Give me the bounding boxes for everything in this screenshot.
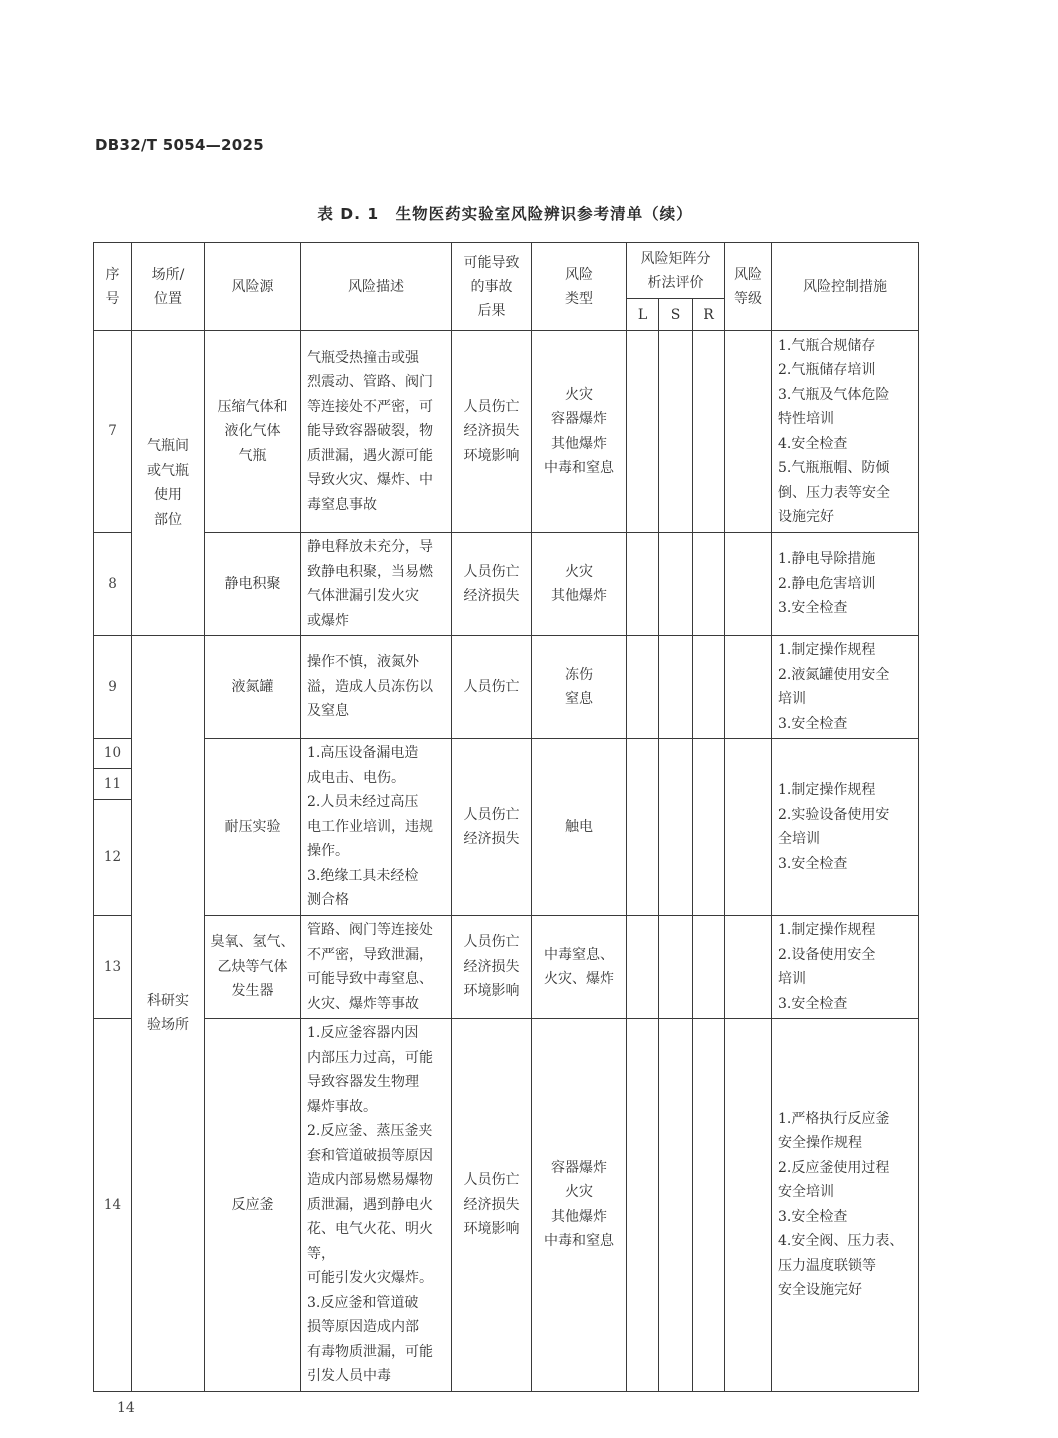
text-line: 4.安全阀、压力表、 <box>778 1233 904 1250</box>
l-value <box>627 916 659 1019</box>
text-line: 环境影响 <box>463 447 520 464</box>
text-line: 可能导致中毒窒息、 <box>307 971 433 987</box>
text-line: 1.制定操作规程 <box>778 642 876 658</box>
text-line: 5.气瓶瓶帽、防倾 <box>778 460 890 476</box>
text-line: 烈震动、管路、阀门 <box>307 374 433 391</box>
row-number: 13 <box>94 916 132 1019</box>
text-line: 其他爆炸 <box>551 588 607 604</box>
text-line: 3.绝缘工具未经检 <box>307 867 419 884</box>
text-line: 1.严格执行反应釜 <box>778 1110 890 1127</box>
text-line: 3.气瓶及气体危险 <box>778 386 890 403</box>
header-risk-description: 风险描述 <box>301 243 452 331</box>
text-line: 2.气瓶储存培训 <box>778 362 876 378</box>
text-line: 臭氧、氢气、 <box>210 934 295 951</box>
risk-source <box>205 533 301 636</box>
text-line: 科研实 <box>147 992 189 1009</box>
text-line: 火灾 <box>565 1184 593 1201</box>
r-value <box>693 739 725 916</box>
text-line: 2.人员未经过高压 <box>307 794 419 811</box>
table-title: 表 D. 1 生物医药实验室风险辨识参考清单（续） <box>317 205 693 223</box>
text-line: 套和管道破损等原因 <box>307 1147 433 1164</box>
text-line: 人员伤亡 <box>463 398 520 415</box>
row-number: 10 <box>94 739 132 769</box>
text-line: 全培训 <box>778 831 821 847</box>
r-value <box>693 916 725 1019</box>
header-risk-matrix <box>627 243 725 299</box>
text-line: 2.实验设备使用安 <box>778 806 890 823</box>
text-line: 及窒息 <box>307 703 349 720</box>
text-line: 静电积聚 <box>224 575 281 592</box>
text-line: 液氮罐 <box>231 678 274 695</box>
text-line: 安全培训 <box>778 1184 835 1201</box>
text-line: 经济损失 <box>463 423 520 440</box>
risk-type <box>532 1019 627 1392</box>
r-value <box>693 331 725 533</box>
row-number: 8 <box>94 533 132 636</box>
text-line: 导致火灾、爆炸、中 <box>307 472 433 489</box>
header-r: R <box>693 299 725 331</box>
text-line: 培训 <box>778 691 807 707</box>
s-value <box>659 916 693 1019</box>
header-risk-grade <box>725 243 772 331</box>
consequence <box>452 331 532 533</box>
header-seq <box>94 243 132 331</box>
text-line: 冻伤 <box>565 666 593 683</box>
text-line: 人员伤亡 <box>463 1172 520 1188</box>
text-line: 测合格 <box>307 892 349 909</box>
l-value <box>627 739 659 916</box>
header-location <box>132 243 205 331</box>
risk-grade <box>725 533 772 636</box>
s-value <box>659 1019 693 1392</box>
text-line: 号 <box>105 290 120 307</box>
text-line: 致静电积聚，当易燃 <box>307 563 433 580</box>
l-value <box>627 533 659 636</box>
text-line: 火灾 <box>565 563 593 580</box>
text-line: 安全设施完好 <box>778 1282 863 1299</box>
text-line: 1.制定操作规程 <box>778 782 876 798</box>
text-line: 风险矩阵分 <box>640 250 711 267</box>
text-line: 人员伤亡 <box>463 806 520 823</box>
text-line: 2.反应釜、蒸压釜夹 <box>307 1123 433 1139</box>
risk-source <box>205 739 301 916</box>
text-line: 2.反应釜使用过程 <box>778 1159 890 1176</box>
header-s: S <box>659 299 693 331</box>
text-line: 操作不慎，液氮外 <box>307 654 419 671</box>
text-line: 的事故 <box>470 278 513 295</box>
risk-grade <box>725 916 772 1019</box>
row-number: 14 <box>94 1019 132 1392</box>
text-line: 气体泄漏引发火灾 <box>307 588 419 604</box>
text-line: 可能导致 <box>463 254 520 271</box>
risk-source <box>205 636 301 739</box>
risk-grade <box>725 636 772 739</box>
text-line: 析法评价 <box>647 274 704 291</box>
text-line: 经济损失 <box>463 588 520 604</box>
risk-description <box>301 331 452 533</box>
consequence <box>452 533 532 636</box>
text-line: 部位 <box>154 511 182 528</box>
text-line: 等连接处不严密，可 <box>307 398 433 415</box>
text-line: 气瓶间 <box>147 438 189 454</box>
table-row <box>94 1019 919 1392</box>
text-line: 造成内部易燃易爆物 <box>307 1172 433 1188</box>
consequence <box>452 739 532 916</box>
text-line: 3.安全检查 <box>778 600 848 617</box>
text-line: 3.安全检查 <box>778 855 848 872</box>
text-line: 能导致容器破裂，物 <box>307 423 433 440</box>
l-value <box>627 636 659 739</box>
text-line: 验场所 <box>147 1017 189 1034</box>
text-line: 操作。 <box>307 843 349 860</box>
row-number: 12 <box>94 800 132 916</box>
text-line: 内部压力过高，可能 <box>307 1049 433 1066</box>
text-line: 风险 <box>734 266 763 283</box>
text-line: 电工作业培训，违规 <box>307 818 433 835</box>
text-line: 液化气体 <box>224 423 281 440</box>
table-row <box>94 636 919 739</box>
text-line: 特性培训 <box>778 411 835 427</box>
risk-type <box>532 533 627 636</box>
text-line: 毒窒息事故 <box>307 496 377 513</box>
text-line: 设施完好 <box>778 509 835 525</box>
risk-description <box>301 533 452 636</box>
risk-identification-table <box>93 242 919 1392</box>
risk-type <box>532 636 627 739</box>
text-line: 中毒和窒息 <box>544 1233 614 1250</box>
location-cell <box>132 331 205 636</box>
r-value <box>693 636 725 739</box>
text-line: 场所/ <box>151 266 185 283</box>
text-line: 火灾、爆炸等事故 <box>307 995 419 1012</box>
text-line: 花、电气火花、明火等， <box>307 1221 433 1262</box>
text-line: 窒息 <box>565 691 593 707</box>
l-value <box>627 331 659 533</box>
text-line: 气瓶受热撞击或强 <box>307 349 419 366</box>
text-line: 人员伤亡 <box>463 934 520 951</box>
text-line: 触电 <box>565 818 593 835</box>
text-line: 火灾 <box>565 386 593 403</box>
text-line: 3.安全检查 <box>778 715 848 732</box>
table-row <box>94 916 919 1019</box>
control-measures <box>772 1019 919 1392</box>
control-measures <box>772 739 919 916</box>
s-value <box>659 331 693 533</box>
risk-type <box>532 739 627 916</box>
text-line: 质泄漏，遇火源可能 <box>307 447 433 464</box>
header-risk-type <box>532 243 627 331</box>
text-line: 位置 <box>154 290 182 307</box>
text-line: 可能引发火灾爆炸。 <box>307 1270 433 1286</box>
text-line: 培训 <box>778 971 807 987</box>
table-row <box>94 533 919 636</box>
text-line: 经济损失 <box>463 831 520 847</box>
document-id: DB32/T 5054—2025 <box>95 136 264 154</box>
text-line: 有毒物质泄漏，可能 <box>307 1343 433 1360</box>
l-value <box>627 1019 659 1392</box>
text-line: 3.安全检查 <box>778 995 848 1012</box>
text-line: 损等原因造成内部 <box>307 1319 419 1335</box>
risk-type <box>532 331 627 533</box>
text-line: 后果 <box>477 302 506 319</box>
consequence <box>452 1019 532 1392</box>
text-line: 1.气瓶合规储存 <box>778 337 876 354</box>
text-line: 反应釜 <box>231 1196 274 1213</box>
text-line: 2.静电危害培训 <box>778 575 876 592</box>
risk-grade <box>725 1019 772 1392</box>
control-measures <box>772 916 919 1019</box>
header-control-measures: 风险控制措施 <box>772 243 919 331</box>
text-line: 2.液氮罐使用安全 <box>778 666 890 683</box>
text-line: 类型 <box>565 290 593 307</box>
text-line: 人员伤亡 <box>463 563 520 580</box>
text-line: 管路、阀门等连接处 <box>307 922 433 938</box>
r-value <box>693 1019 725 1392</box>
text-line: 溢，造成人员冻伤以 <box>307 678 433 695</box>
risk-description <box>301 739 452 916</box>
text-line: 3.安全检查 <box>778 1208 848 1225</box>
text-line: 环境影响 <box>463 983 520 1000</box>
text-line: 容器爆炸 <box>551 1159 607 1176</box>
text-line: 其他爆炸 <box>551 435 607 452</box>
text-line: 环境影响 <box>463 1221 520 1237</box>
text-line: 3.反应釜和管道破 <box>307 1294 419 1311</box>
text-line: 乙炔等气体 <box>217 958 288 975</box>
text-line: 4.安全检查 <box>778 435 848 452</box>
consequence <box>452 636 532 739</box>
header-risk-source: 风险源 <box>205 243 301 331</box>
text-line: 压力温度联锁等 <box>778 1257 877 1274</box>
text-line: 容器爆炸 <box>551 411 607 427</box>
row-number: 7 <box>94 331 132 533</box>
text-line: 风险 <box>565 266 593 283</box>
text-line: 使用 <box>154 487 182 503</box>
control-measures <box>772 533 919 636</box>
s-value <box>659 739 693 916</box>
text-line: 2.设备使用安全 <box>778 946 876 963</box>
risk-description <box>301 916 452 1019</box>
text-line: 质泄漏，遇到静电火 <box>307 1196 433 1213</box>
text-line: 经济损失 <box>463 1196 520 1213</box>
text-line: 1.反应釜容器内因 <box>307 1025 419 1041</box>
text-line: 火灾、爆炸 <box>544 971 614 987</box>
risk-type <box>532 916 627 1019</box>
page-number: 14 <box>117 1400 135 1416</box>
text-line: 压缩气体和 <box>217 398 288 415</box>
text-line: 成电击、电伤。 <box>307 769 405 786</box>
risk-description <box>301 1019 452 1392</box>
text-line: 经济损失 <box>463 958 520 975</box>
text-line: 1.制定操作规程 <box>778 922 876 938</box>
table-row <box>94 331 919 533</box>
risk-grade <box>725 331 772 533</box>
row-number: 11 <box>94 769 132 800</box>
text-line: 人员伤亡 <box>463 678 520 695</box>
text-line: 导致容器发生物理 <box>307 1074 419 1090</box>
row-number: 9 <box>94 636 132 739</box>
text-line: 或气瓶 <box>147 462 189 479</box>
text-line: 其他爆炸 <box>551 1208 607 1225</box>
header-consequence <box>452 243 532 331</box>
s-value <box>659 533 693 636</box>
text-line: 气瓶 <box>238 447 267 464</box>
text-line: 中毒窒息、 <box>544 946 614 963</box>
control-measures <box>772 331 919 533</box>
text-line: 引发人员中毒 <box>307 1368 391 1384</box>
text-line: 或爆炸 <box>307 612 349 629</box>
control-measures <box>772 636 919 739</box>
text-line: 等级 <box>734 290 763 307</box>
text-line: 1.静电导除措施 <box>778 551 876 568</box>
text-line: 倒、压力表等安全 <box>778 484 891 501</box>
risk-description <box>301 636 452 739</box>
risk-source <box>205 331 301 533</box>
text-line: 不严密，导致泄漏， <box>307 946 433 963</box>
risk-source <box>205 916 301 1019</box>
text-line: 序 <box>105 266 120 283</box>
risk-source <box>205 1019 301 1392</box>
text-line: 1.高压设备漏电造 <box>307 745 419 762</box>
location-cell <box>132 636 205 1392</box>
text-line: 静电释放未充分，导 <box>307 539 433 555</box>
text-line: 中毒和窒息 <box>544 460 614 476</box>
header-l: L <box>627 299 659 331</box>
consequence <box>452 916 532 1019</box>
table-row <box>94 739 919 769</box>
text-line: 爆炸事故。 <box>307 1098 377 1115</box>
text-line: 耐压实验 <box>224 818 281 835</box>
risk-grade <box>725 739 772 916</box>
r-value <box>693 533 725 636</box>
s-value <box>659 636 693 739</box>
text-line: 安全操作规程 <box>778 1135 863 1152</box>
text-line: 发生器 <box>231 983 274 1000</box>
